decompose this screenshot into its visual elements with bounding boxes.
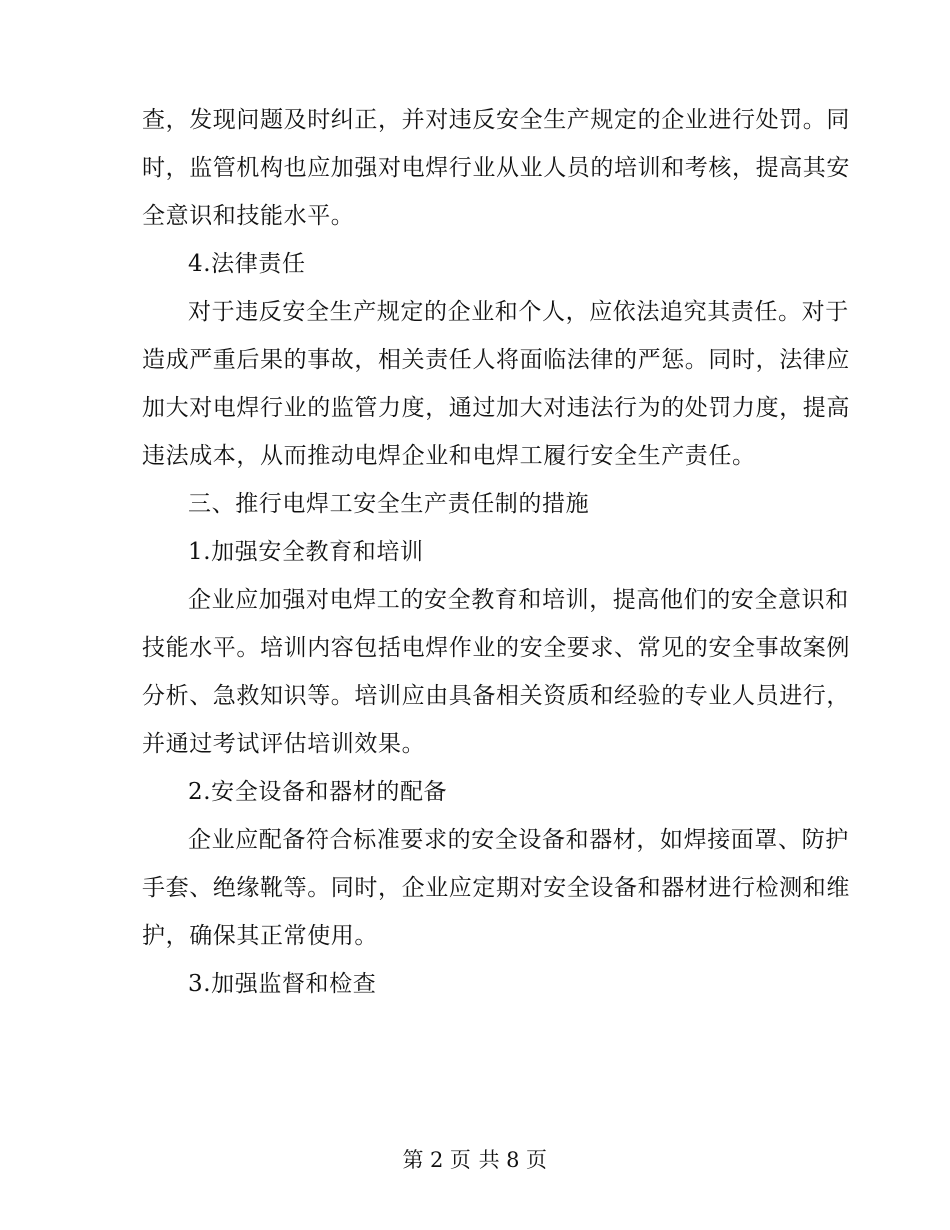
paragraph-line: 造成严重后果的事故，相关责任人将面临法律的严惩。同时，法律应 xyxy=(142,347,850,373)
total-page-count: 8 xyxy=(506,1148,520,1172)
paragraph-line: 违法成本，从而推动电焊企业和电焊工履行安全生产责任。 xyxy=(142,443,756,469)
page-footer xyxy=(0,1146,950,1174)
footer-prefix: 第 xyxy=(402,1148,425,1172)
current-page-number: 2 xyxy=(430,1148,444,1172)
paragraph-line: 并通过考试评估培训效果。 xyxy=(142,731,426,757)
paragraph-line: 时，监管机构也应加强对电焊行业从业人员的培训和考核，提高其安 xyxy=(142,155,850,181)
paragraph-line: 技能水平。培训内容包括电焊作业的安全要求、常见的安全事故案例 xyxy=(142,635,850,661)
section-heading: 4.法律责任 xyxy=(188,251,306,277)
paragraph-line: 加大对电焊行业的监管力度，通过加大对违法行为的处罚力度，提高 xyxy=(142,395,850,421)
paragraph-line: 对于违反安全生产规定的企业和个人，应依法追究其责任。对于 xyxy=(188,299,849,325)
paragraph-line: 手套、绝缘靴等。同时，企业应定期对安全设备和器材进行检测和维 xyxy=(142,875,850,901)
paragraph-line: 企业应加强对电焊工的安全教育和培训，提高他们的安全意识和 xyxy=(188,587,849,613)
footer-middle: 页 共 xyxy=(449,1148,501,1172)
subsection-heading: 3.加强监督和检查 xyxy=(188,971,377,997)
paragraph-line: 全意识和技能水平。 xyxy=(142,203,355,229)
section-heading: 三、推行电焊工安全生产责任制的措施 xyxy=(188,491,590,517)
subsection-heading: 2.安全设备和器材的配备 xyxy=(188,779,448,805)
paragraph-line: 护，确保其正常使用。 xyxy=(142,923,378,949)
paragraph-line: 查，发现问题及时纠正，并对违反安全生产规定的企业进行处罚。同 xyxy=(142,107,850,133)
paragraph-line: 分析、急救知识等。培训应由具备相关资质和经验的专业人员进行， xyxy=(142,683,850,709)
footer-suffix: 页 xyxy=(525,1148,548,1172)
paragraph-line: 企业应配备符合标准要求的安全设备和器材，如焊接面罩、防护 xyxy=(188,827,849,853)
subsection-heading: 1.加强安全教育和培训 xyxy=(188,539,424,565)
